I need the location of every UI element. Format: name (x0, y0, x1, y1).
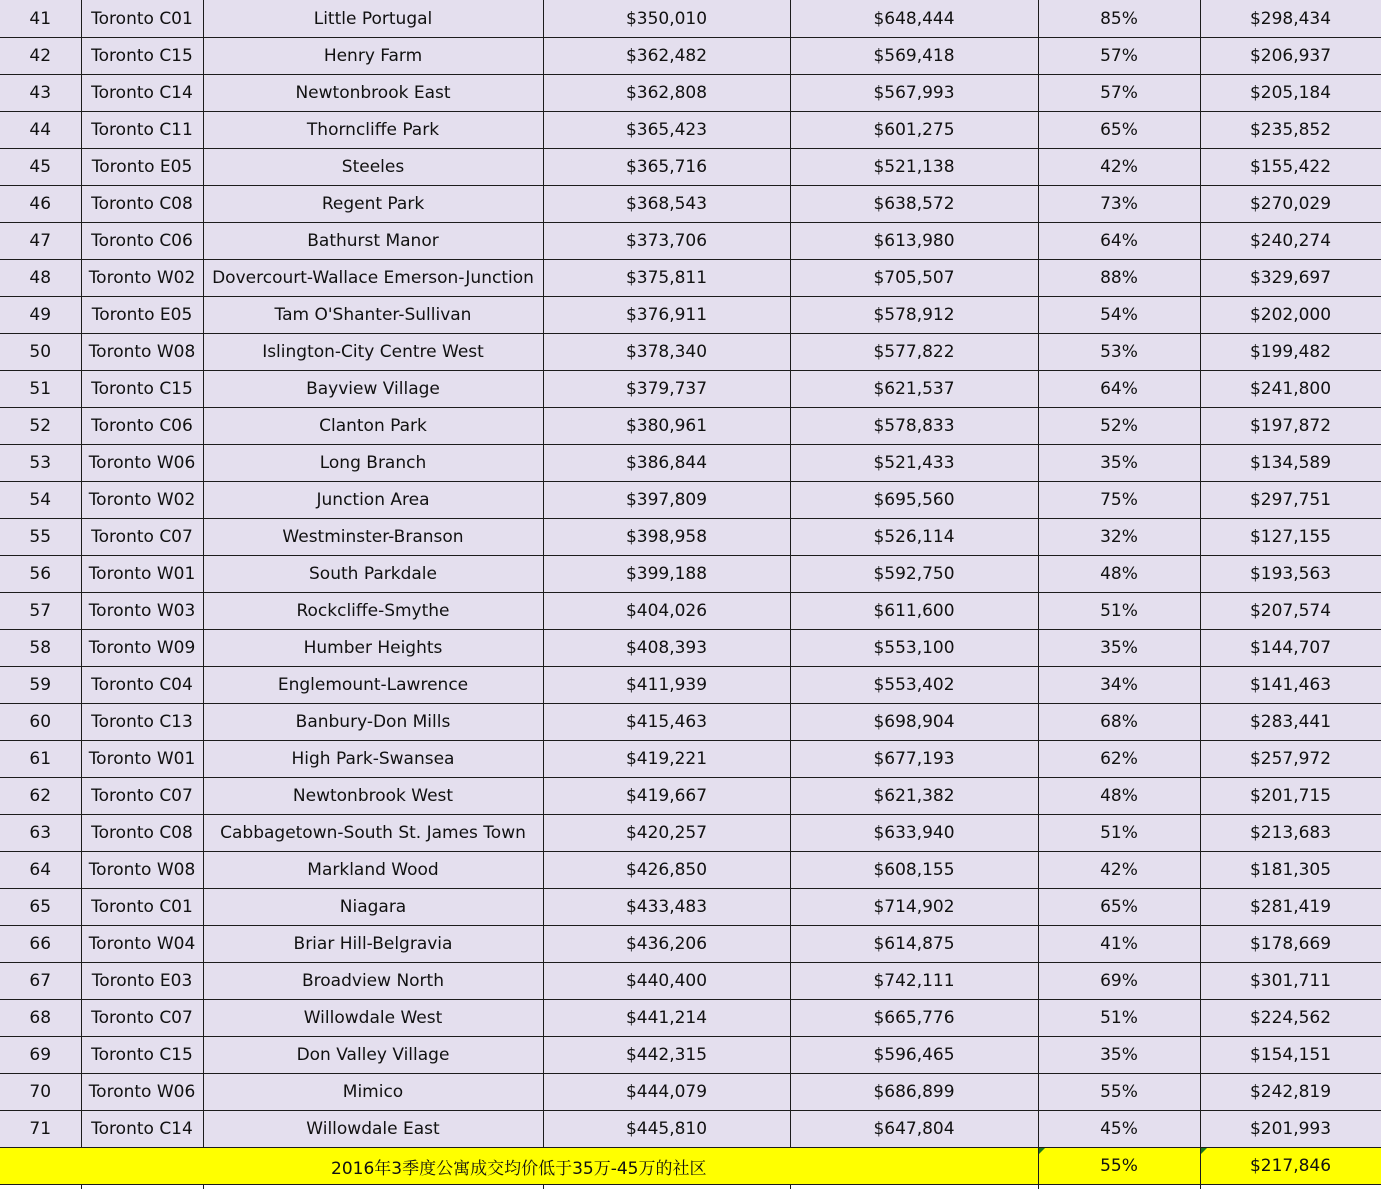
cell-price-high[interactable]: $592,750 (790, 556, 1038, 593)
cell-price-low[interactable]: $376,911 (543, 297, 790, 334)
cell-difference[interactable]: $298,434 (1200, 1, 1381, 38)
cell-rank[interactable]: 70 (0, 1074, 81, 1111)
cell-percent[interactable]: 51% (1038, 1000, 1200, 1037)
cell-neighbourhood[interactable]: South Parkdale (203, 556, 543, 593)
cell-district[interactable]: Toronto C07 (81, 519, 203, 556)
table-row (0, 260, 1381, 297)
table-row (0, 852, 1381, 889)
table-row (0, 1111, 1381, 1148)
cell-price-high[interactable]: $569,418 (790, 38, 1038, 75)
cell-difference[interactable]: $155,422 (1200, 149, 1381, 186)
cell-rank[interactable]: 65 (0, 889, 81, 926)
cell-district[interactable]: Toronto C01 (81, 889, 203, 926)
cell-district[interactable]: Toronto C07 (81, 778, 203, 815)
cell-difference[interactable]: $127,155 (1200, 519, 1381, 556)
cell-district[interactable]: Toronto W01 (81, 741, 203, 778)
cell-neighbourhood[interactable]: Islington-City Centre West (203, 334, 543, 371)
cell-neighbourhood[interactable]: Banbury-Don Mills (203, 704, 543, 741)
cell-district[interactable]: Toronto W08 (81, 852, 203, 889)
cell-district[interactable]: Toronto W02 (81, 482, 203, 519)
cell-district[interactable]: Toronto C07 (81, 1000, 203, 1037)
cell-price-high[interactable]: $596,465 (790, 1037, 1038, 1074)
cell-price-high[interactable]: $601,275 (790, 112, 1038, 149)
cell-neighbourhood[interactable]: Humber Heights (203, 630, 543, 667)
table-row (0, 667, 1381, 704)
cell-neighbourhood[interactable]: Newtonbrook West (203, 778, 543, 815)
table-row (0, 630, 1381, 667)
cell-district[interactable]: Toronto C11 (81, 112, 203, 149)
cell-price-low[interactable]: $380,961 (543, 408, 790, 445)
cell-difference[interactable]: $241,800 (1200, 371, 1381, 408)
cell-percent[interactable]: 45% (1038, 1111, 1200, 1148)
empty-cell[interactable] (543, 1185, 790, 1189)
cell-difference[interactable]: $257,972 (1200, 741, 1381, 778)
cell-neighbourhood[interactable]: Englemount-Lawrence (203, 667, 543, 704)
cell-price-low[interactable]: $365,423 (543, 112, 790, 149)
cell-rank[interactable]: 55 (0, 519, 81, 556)
table-row (0, 75, 1381, 112)
cell-district[interactable]: Toronto E03 (81, 963, 203, 1000)
cell-price-high[interactable]: $553,100 (790, 630, 1038, 667)
table-row (0, 556, 1381, 593)
cell-rank[interactable]: 54 (0, 482, 81, 519)
cell-price-high[interactable]: $578,912 (790, 297, 1038, 334)
cell-neighbourhood[interactable]: Dovercourt-Wallace Emerson-Junction (203, 260, 543, 297)
cell-rank[interactable]: 59 (0, 667, 81, 704)
cell-rank[interactable]: 47 (0, 223, 81, 260)
cell-rank[interactable]: 43 (0, 75, 81, 112)
table-row (0, 223, 1381, 260)
cell-district[interactable]: Toronto C14 (81, 1111, 203, 1148)
cell-neighbourhood[interactable]: Little Portugal (203, 1, 543, 38)
cell-neighbourhood[interactable]: Tam O'Shanter-Sullivan (203, 297, 543, 334)
cell-district[interactable]: Toronto C04 (81, 667, 203, 704)
cell-rank[interactable]: 67 (0, 963, 81, 1000)
cell-district[interactable]: Toronto W04 (81, 926, 203, 963)
cell-rank[interactable]: 62 (0, 778, 81, 815)
cell-percent[interactable]: 54% (1038, 297, 1200, 334)
cell-neighbourhood[interactable]: Broadview North (203, 963, 543, 1000)
cell-price-low[interactable]: $445,810 (543, 1111, 790, 1148)
cell-rank[interactable]: 57 (0, 593, 81, 630)
summary-percent[interactable]: 55% (1038, 1148, 1200, 1185)
cell-percent[interactable]: 73% (1038, 186, 1200, 223)
cell-district[interactable]: Toronto C15 (81, 371, 203, 408)
cell-percent[interactable]: 35% (1038, 445, 1200, 482)
cell-difference[interactable]: $154,151 (1200, 1037, 1381, 1074)
cell-district[interactable]: Toronto C01 (81, 1, 203, 38)
cell-difference[interactable]: $178,669 (1200, 926, 1381, 963)
cell-neighbourhood[interactable]: Willowdale East (203, 1111, 543, 1148)
cell-percent[interactable]: 85% (1038, 1, 1200, 38)
cell-district[interactable]: Toronto W09 (81, 630, 203, 667)
cell-rank[interactable]: 61 (0, 741, 81, 778)
summary-row (0, 1148, 1381, 1185)
cell-difference[interactable]: $202,000 (1200, 297, 1381, 334)
cell-price-high[interactable]: $705,507 (790, 260, 1038, 297)
cell-price-low[interactable]: $419,221 (543, 741, 790, 778)
table-row (0, 445, 1381, 482)
cell-difference[interactable]: $201,993 (1200, 1111, 1381, 1148)
cell-difference[interactable]: $301,711 (1200, 963, 1381, 1000)
cell-price-low[interactable]: $398,958 (543, 519, 790, 556)
cell-difference[interactable]: $297,751 (1200, 482, 1381, 519)
cell-percent[interactable]: 51% (1038, 593, 1200, 630)
cell-price-low[interactable]: $442,315 (543, 1037, 790, 1074)
cell-rank[interactable]: 52 (0, 408, 81, 445)
cell-price-high[interactable]: $614,875 (790, 926, 1038, 963)
cell-neighbourhood[interactable]: Niagara (203, 889, 543, 926)
table-row (0, 297, 1381, 334)
cell-price-low[interactable]: $350,010 (543, 1, 790, 38)
cell-difference[interactable]: $199,482 (1200, 334, 1381, 371)
cell-neighbourhood[interactable]: Long Branch (203, 445, 543, 482)
cell-percent[interactable]: 57% (1038, 38, 1200, 75)
cell-price-high[interactable]: $608,155 (790, 852, 1038, 889)
cell-price-high[interactable]: $567,993 (790, 75, 1038, 112)
cell-percent[interactable]: 35% (1038, 1037, 1200, 1074)
cell-rank[interactable]: 63 (0, 815, 81, 852)
table-row (0, 519, 1381, 556)
cell-difference[interactable]: $206,937 (1200, 38, 1381, 75)
cell-price-high[interactable]: $698,904 (790, 704, 1038, 741)
cell-difference[interactable]: $134,589 (1200, 445, 1381, 482)
cell-price-low[interactable]: $397,809 (543, 482, 790, 519)
table-row (0, 815, 1381, 852)
cell-percent[interactable]: 32% (1038, 519, 1200, 556)
cell-difference[interactable]: $201,715 (1200, 778, 1381, 815)
table-body (0, 1, 1381, 1189)
cell-difference[interactable]: $240,274 (1200, 223, 1381, 260)
cell-district[interactable]: Toronto W06 (81, 445, 203, 482)
cell-price-low[interactable]: $420,257 (543, 815, 790, 852)
cell-percent[interactable]: 52% (1038, 408, 1200, 445)
cell-rank[interactable]: 69 (0, 1037, 81, 1074)
cell-difference[interactable]: $224,562 (1200, 1000, 1381, 1037)
cell-price-low[interactable]: $399,188 (543, 556, 790, 593)
cell-neighbourhood[interactable]: Clanton Park (203, 408, 543, 445)
cell-neighbourhood[interactable]: Steeles (203, 149, 543, 186)
cell-percent[interactable]: 62% (1038, 741, 1200, 778)
cell-difference[interactable]: $329,697 (1200, 260, 1381, 297)
cell-price-low[interactable]: $404,026 (543, 593, 790, 630)
table-row (0, 482, 1381, 519)
empty-cell[interactable] (1200, 1185, 1381, 1189)
cell-neighbourhood[interactable]: Newtonbrook East (203, 75, 543, 112)
cell-difference[interactable]: $207,574 (1200, 593, 1381, 630)
cell-district[interactable]: Toronto C13 (81, 704, 203, 741)
cell-rank[interactable]: 49 (0, 297, 81, 334)
cell-price-low[interactable]: $444,079 (543, 1074, 790, 1111)
cell-price-low[interactable]: $373,706 (543, 223, 790, 260)
cell-percent[interactable]: 42% (1038, 852, 1200, 889)
cell-district[interactable]: Toronto W01 (81, 556, 203, 593)
cell-price-high[interactable]: $526,114 (790, 519, 1038, 556)
table-row (0, 741, 1381, 778)
cell-district[interactable]: Toronto C14 (81, 75, 203, 112)
table-row (0, 889, 1381, 926)
cell-neighbourhood[interactable]: Westminster-Branson (203, 519, 543, 556)
cell-percent[interactable]: 55% (1038, 1074, 1200, 1111)
cell-rank[interactable]: 56 (0, 556, 81, 593)
cell-price-high[interactable]: $695,560 (790, 482, 1038, 519)
cell-percent[interactable]: 69% (1038, 963, 1200, 1000)
cell-neighbourhood[interactable]: Junction Area (203, 482, 543, 519)
cell-price-low[interactable]: $375,811 (543, 260, 790, 297)
cell-price-low[interactable]: $440,400 (543, 963, 790, 1000)
cell-difference[interactable]: $205,184 (1200, 75, 1381, 112)
cell-price-high[interactable]: $686,899 (790, 1074, 1038, 1111)
cell-rank[interactable]: 41 (0, 1, 81, 38)
cell-rank[interactable]: 71 (0, 1111, 81, 1148)
table-row (0, 149, 1381, 186)
cell-rank[interactable]: 42 (0, 38, 81, 75)
cell-price-high[interactable]: $633,940 (790, 815, 1038, 852)
cell-neighbourhood[interactable]: Rockcliffe-Smythe (203, 593, 543, 630)
cell-neighbourhood[interactable]: Mimico (203, 1074, 543, 1111)
cell-district[interactable]: Toronto W03 (81, 593, 203, 630)
cell-price-high[interactable]: $742,111 (790, 963, 1038, 1000)
cell-price-high[interactable]: $714,902 (790, 889, 1038, 926)
cell-difference[interactable]: $197,872 (1200, 408, 1381, 445)
table-row (0, 1, 1381, 38)
cell-difference[interactable]: $283,441 (1200, 704, 1381, 741)
cell-neighbourhood[interactable]: Cabbagetown-South St. James Town (203, 815, 543, 852)
cell-difference[interactable]: $144,707 (1200, 630, 1381, 667)
cell-district[interactable]: Toronto W02 (81, 260, 203, 297)
summary-difference[interactable]: $217,846 (1200, 1148, 1381, 1185)
cell-rank[interactable]: 51 (0, 371, 81, 408)
cell-price-low[interactable]: $378,340 (543, 334, 790, 371)
cell-price-high[interactable]: $578,833 (790, 408, 1038, 445)
cell-district[interactable]: Toronto C08 (81, 186, 203, 223)
cell-rank[interactable]: 50 (0, 334, 81, 371)
cell-difference[interactable]: $235,852 (1200, 112, 1381, 149)
cell-difference[interactable]: $193,563 (1200, 556, 1381, 593)
cell-difference[interactable]: $242,819 (1200, 1074, 1381, 1111)
cell-difference[interactable]: $213,683 (1200, 815, 1381, 852)
table-row (0, 778, 1381, 815)
table-row (0, 1037, 1381, 1074)
cell-percent[interactable]: 64% (1038, 371, 1200, 408)
cell-price-high[interactable]: $648,444 (790, 1, 1038, 38)
cell-neighbourhood[interactable]: Regent Park (203, 186, 543, 223)
table-row (0, 963, 1381, 1000)
cell-price-low[interactable]: $365,716 (543, 149, 790, 186)
table-row (0, 38, 1381, 75)
cell-rank[interactable]: 44 (0, 112, 81, 149)
cell-neighbourhood[interactable]: Bathurst Manor (203, 223, 543, 260)
cell-district[interactable]: Toronto E05 (81, 297, 203, 334)
cell-rank[interactable]: 66 (0, 926, 81, 963)
empty-cell[interactable] (1038, 1185, 1200, 1189)
cell-percent[interactable]: 64% (1038, 223, 1200, 260)
cell-rank[interactable]: 53 (0, 445, 81, 482)
cell-percent[interactable]: 65% (1038, 889, 1200, 926)
cell-neighbourhood[interactable]: Briar Hill-Belgravia (203, 926, 543, 963)
cell-price-high[interactable]: $638,572 (790, 186, 1038, 223)
empty-cell[interactable] (203, 1185, 543, 1189)
cell-price-low[interactable]: $368,543 (543, 186, 790, 223)
cell-percent[interactable]: 57% (1038, 75, 1200, 112)
cell-neighbourhood[interactable]: High Park-Swansea (203, 741, 543, 778)
cell-price-low[interactable]: $379,737 (543, 371, 790, 408)
summary-label[interactable]: 2016年3季度公寓成交均价低于35万-45万的社区 (0, 1148, 1038, 1185)
cell-price-low[interactable]: $441,214 (543, 1000, 790, 1037)
cell-percent[interactable]: 75% (1038, 482, 1200, 519)
cell-district[interactable]: Toronto W06 (81, 1074, 203, 1111)
cell-difference[interactable]: $141,463 (1200, 667, 1381, 704)
table-row (0, 1000, 1381, 1037)
cell-percent[interactable]: 34% (1038, 667, 1200, 704)
cell-percent[interactable]: 42% (1038, 149, 1200, 186)
cell-price-low[interactable]: $433,483 (543, 889, 790, 926)
cell-district[interactable]: Toronto C15 (81, 1037, 203, 1074)
cell-neighbourhood[interactable]: Henry Farm (203, 38, 543, 75)
table-row (0, 704, 1381, 741)
cell-rank[interactable]: 60 (0, 704, 81, 741)
cell-rank[interactable]: 45 (0, 149, 81, 186)
cell-price-high[interactable]: $613,980 (790, 223, 1038, 260)
cell-price-high[interactable]: $577,822 (790, 334, 1038, 371)
empty-cell[interactable] (790, 1185, 1038, 1189)
cell-price-low[interactable]: $415,463 (543, 704, 790, 741)
cell-price-low[interactable]: $411,939 (543, 667, 790, 704)
cell-percent[interactable]: 41% (1038, 926, 1200, 963)
cell-district[interactable]: Toronto C08 (81, 815, 203, 852)
cell-price-low[interactable]: $419,667 (543, 778, 790, 815)
cell-price-high[interactable]: $677,193 (790, 741, 1038, 778)
table-row (0, 408, 1381, 445)
cell-neighbourhood[interactable]: Don Valley Village (203, 1037, 543, 1074)
grid-tail-row (0, 1185, 1381, 1189)
table-row (0, 112, 1381, 149)
cell-difference[interactable]: $270,029 (1200, 186, 1381, 223)
table-row (0, 1074, 1381, 1111)
empty-cell[interactable] (81, 1185, 203, 1189)
cell-rank[interactable]: 48 (0, 260, 81, 297)
cell-district[interactable]: Toronto C15 (81, 38, 203, 75)
cell-district[interactable]: Toronto E05 (81, 149, 203, 186)
cell-rank[interactable]: 58 (0, 630, 81, 667)
cell-neighbourhood[interactable]: Thorncliffe Park (203, 112, 543, 149)
cell-price-high[interactable]: $621,382 (790, 778, 1038, 815)
cell-district[interactable]: Toronto C06 (81, 223, 203, 260)
cell-price-high[interactable]: $521,138 (790, 149, 1038, 186)
cell-district[interactable]: Toronto C06 (81, 408, 203, 445)
cell-percent[interactable]: 88% (1038, 260, 1200, 297)
empty-cell[interactable] (0, 1185, 81, 1189)
cell-price-high[interactable]: $611,600 (790, 593, 1038, 630)
cell-percent[interactable]: 53% (1038, 334, 1200, 371)
cell-price-high[interactable]: $647,804 (790, 1111, 1038, 1148)
table-row (0, 334, 1381, 371)
cell-rank[interactable]: 68 (0, 1000, 81, 1037)
cell-neighbourhood[interactable]: Bayview Village (203, 371, 543, 408)
cell-neighbourhood[interactable]: Willowdale West (203, 1000, 543, 1037)
cell-percent[interactable]: 48% (1038, 778, 1200, 815)
cell-price-low[interactable]: $426,850 (543, 852, 790, 889)
cell-price-high[interactable]: $665,776 (790, 1000, 1038, 1037)
cell-percent[interactable]: 48% (1038, 556, 1200, 593)
cell-price-high[interactable]: $621,537 (790, 371, 1038, 408)
cell-price-low[interactable]: $436,206 (543, 926, 790, 963)
cell-rank[interactable]: 64 (0, 852, 81, 889)
cell-price-high[interactable]: $553,402 (790, 667, 1038, 704)
cell-difference[interactable]: $181,305 (1200, 852, 1381, 889)
cell-rank[interactable]: 46 (0, 186, 81, 223)
cell-price-low[interactable]: $362,482 (543, 38, 790, 75)
cell-percent[interactable]: 65% (1038, 112, 1200, 149)
table-row (0, 186, 1381, 223)
cell-price-low[interactable]: $408,393 (543, 630, 790, 667)
cell-percent[interactable]: 35% (1038, 630, 1200, 667)
table-row (0, 371, 1381, 408)
cell-difference[interactable]: $281,419 (1200, 889, 1381, 926)
cell-percent[interactable]: 68% (1038, 704, 1200, 741)
table-row (0, 926, 1381, 963)
table-row (0, 593, 1381, 630)
cell-price-low[interactable]: $386,844 (543, 445, 790, 482)
cell-price-low[interactable]: $362,808 (543, 75, 790, 112)
cell-price-high[interactable]: $521,433 (790, 445, 1038, 482)
cell-percent[interactable]: 51% (1038, 815, 1200, 852)
cell-district[interactable]: Toronto W08 (81, 334, 203, 371)
cell-neighbourhood[interactable]: Markland Wood (203, 852, 543, 889)
